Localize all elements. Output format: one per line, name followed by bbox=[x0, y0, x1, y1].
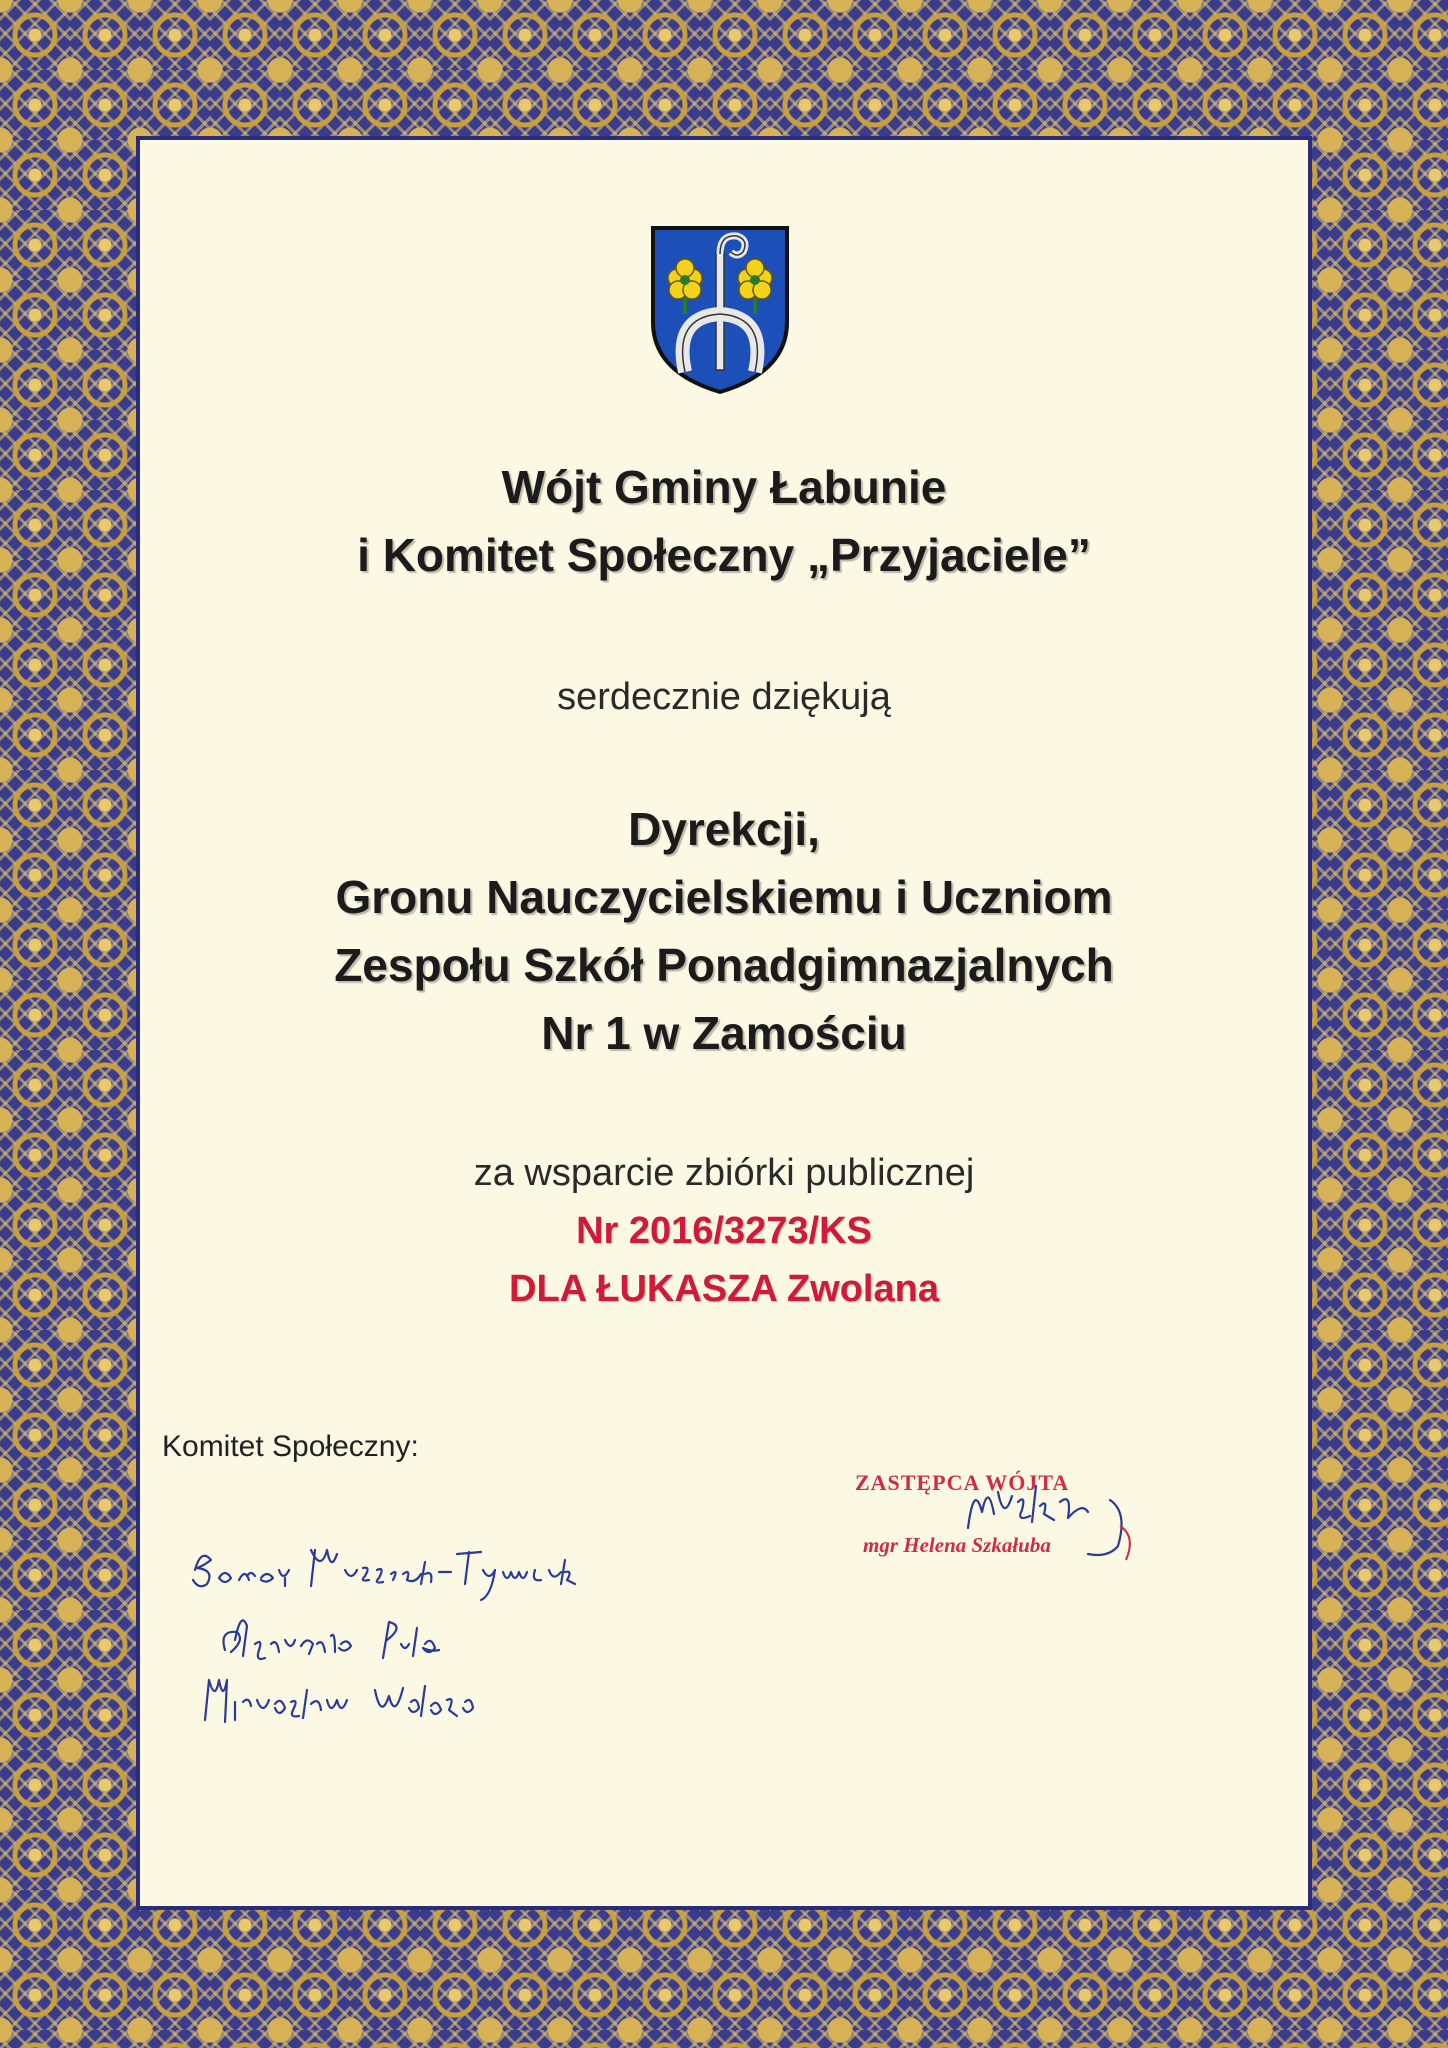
collection-number: Nr 2016/3273/KS bbox=[576, 1210, 872, 1252]
committee-label: Komitet Społeczny: bbox=[162, 1430, 419, 1463]
title-line-1: Wójt Gminy Łabunie bbox=[501, 461, 947, 513]
recipient-line-4: Nr 1 w Zamościu bbox=[541, 1007, 907, 1059]
recipient-line-1: Dyrekcji, bbox=[628, 803, 820, 855]
recipient-line-3: Zespołu Szkół Ponadgimnazjalnych bbox=[334, 939, 1114, 991]
reason-text: za wsparcie zbiórki publicznej bbox=[473, 1152, 975, 1194]
greeting-text: serdecznie dziękują bbox=[557, 676, 891, 718]
recipient-line-2: Gronu Nauczycielskiemu i Uczniom bbox=[335, 871, 1113, 923]
title-line-2: i Komitet Społeczny „Przyjaciele” bbox=[357, 529, 1091, 581]
stamp-name: mgr Helena Szkałuba bbox=[863, 1533, 1051, 1557]
stamp-title: ZASTĘPCA WÓJTA bbox=[855, 1470, 1070, 1495]
stamp-signature bbox=[848, 1462, 1148, 1582]
collection-beneficiary: DLA ŁUKASZA Zwolana bbox=[509, 1268, 939, 1310]
coat-of-arms-icon bbox=[645, 222, 795, 397]
committee-signatures bbox=[185, 1540, 645, 1740]
